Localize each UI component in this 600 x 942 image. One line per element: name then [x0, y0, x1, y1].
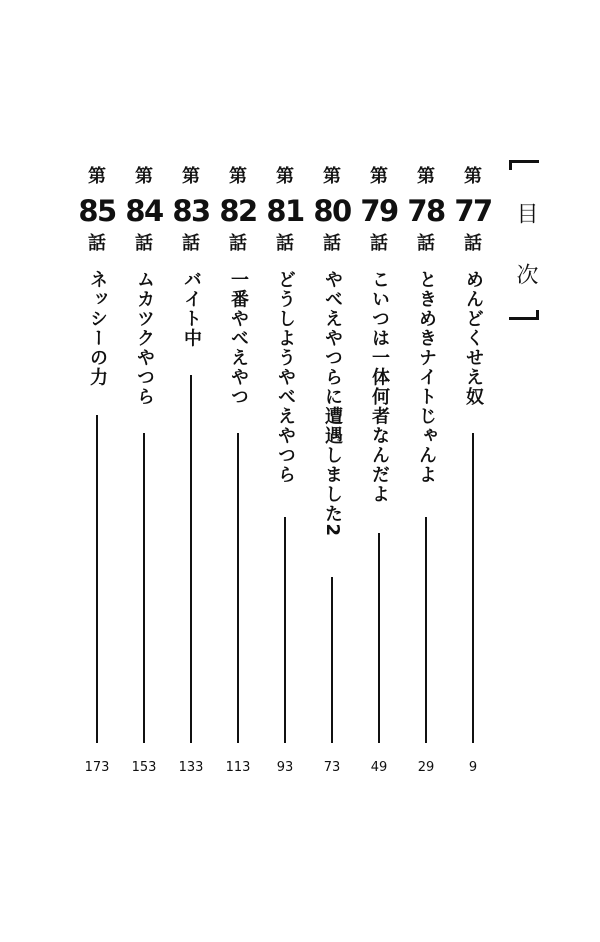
chapter-prefix: 第 [88, 166, 106, 187]
leader-line [284, 517, 286, 743]
chapter-page-number: 93 [276, 760, 294, 775]
leader-line [331, 577, 333, 743]
heading-bracket-close [509, 310, 539, 320]
chapter-entry-85[interactable] [72, 163, 122, 783]
leader-line [143, 433, 145, 743]
chapter-page-number: 73 [323, 760, 341, 775]
chapter-prefix: 第 [417, 166, 435, 187]
chapter-suffix: 話 [464, 233, 482, 254]
chapter-page-number: 173 [84, 760, 110, 775]
heading-bracket-open [509, 160, 539, 170]
chapter-page-number: 113 [225, 760, 251, 775]
chapter-suffix: 話 [88, 233, 106, 254]
chapter-suffix: 話 [229, 233, 247, 254]
chapter-page-number: 133 [178, 760, 204, 775]
leader-line [190, 375, 192, 743]
chapter-entry-78[interactable] [401, 163, 451, 783]
chapter-prefix: 第 [182, 166, 200, 187]
leader-line [378, 533, 380, 743]
chapter-entry-79[interactable] [354, 163, 404, 783]
chapter-page-number: 29 [417, 760, 435, 775]
chapter-entry-81[interactable] [260, 163, 310, 783]
leader-line [237, 433, 239, 743]
chapter-title[interactable]: どうしようやべえやつら [275, 270, 296, 485]
chapter-number: 81 [266, 194, 304, 228]
chapter-entry-84[interactable] [119, 163, 169, 783]
toc-heading [509, 160, 543, 320]
chapter-suffix: 話 [135, 233, 153, 254]
chapter-page-number: 153 [131, 760, 157, 775]
chapter-title[interactable]: めんどくせえ奴 [463, 270, 484, 407]
chapter-entry-83[interactable] [166, 163, 216, 783]
chapter-suffix: 話 [370, 233, 388, 254]
chapter-prefix: 第 [276, 166, 294, 187]
chapter-number: 83 [172, 194, 210, 228]
chapter-suffix: 話 [276, 233, 294, 254]
chapter-prefix: 第 [135, 166, 153, 187]
chapter-number: 84 [125, 194, 163, 228]
chapter-entry-82[interactable] [213, 163, 263, 783]
chapter-title[interactable]: こいつは一体何者なんだよ [369, 270, 390, 504]
leader-line [425, 517, 427, 743]
chapter-suffix: 話 [182, 233, 200, 254]
chapter-title[interactable]: 一番やべえやつ [228, 270, 249, 407]
chapter-number: 85 [78, 194, 116, 228]
chapter-suffix: 話 [417, 233, 435, 254]
chapter-prefix: 第 [370, 166, 388, 187]
chapter-title[interactable]: やべえやつらに遭遇しました2 [322, 270, 343, 538]
chapter-title[interactable]: ムカツクやつら [134, 270, 155, 407]
chapter-entry-80[interactable] [307, 163, 357, 783]
chapter-number: 77 [454, 194, 492, 228]
leader-line [472, 433, 474, 743]
chapter-prefix: 第 [323, 166, 341, 187]
chapter-number: 82 [219, 194, 257, 228]
chapter-title[interactable]: バイト中 [181, 270, 202, 348]
chapter-page-number: 9 [468, 760, 478, 775]
chapter-number: 79 [360, 194, 398, 228]
chapter-number: 80 [313, 194, 351, 228]
toc-heading-text: 目 次 [513, 202, 538, 301]
chapter-suffix: 話 [323, 233, 341, 254]
chapter-number: 78 [407, 194, 445, 228]
chapter-prefix: 第 [464, 166, 482, 187]
chapter-title[interactable]: ときめきナイトじゃんよ [416, 270, 437, 485]
chapter-page-number: 49 [370, 760, 388, 775]
chapter-prefix: 第 [229, 166, 247, 187]
leader-line [96, 415, 98, 743]
chapter-entry-77[interactable] [448, 163, 498, 783]
chapter-title[interactable]: ネッシーの力 [87, 270, 108, 387]
